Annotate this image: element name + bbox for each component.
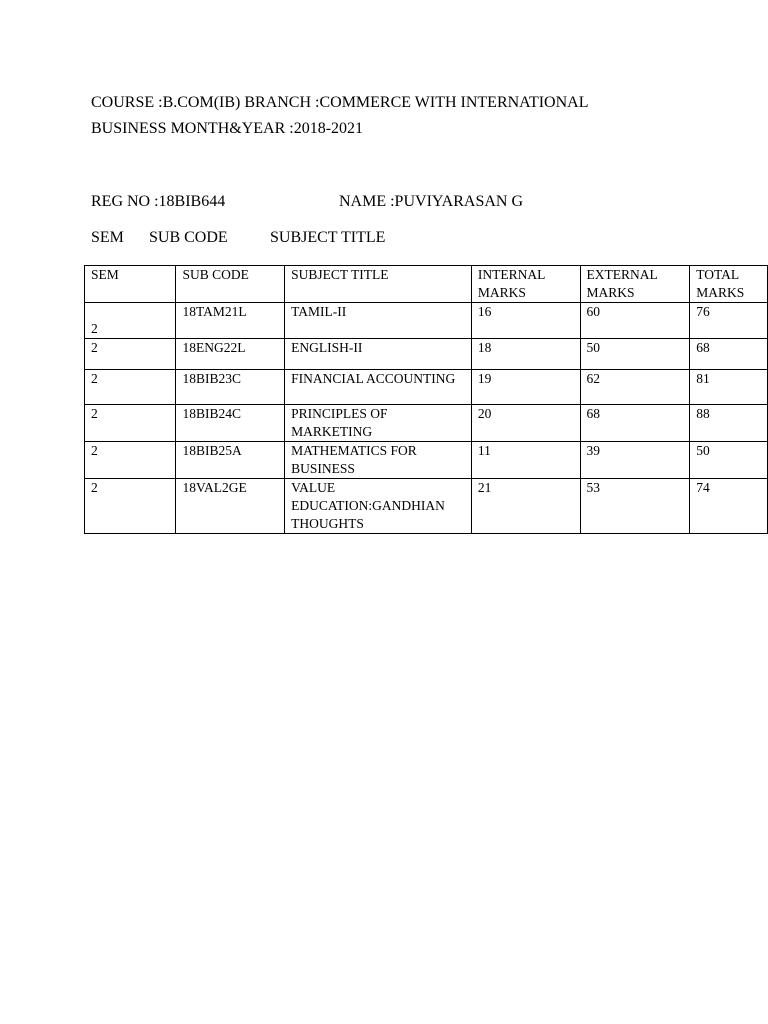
cell-sem: 2 bbox=[85, 405, 176, 442]
cell-total-marks: 76 bbox=[690, 303, 768, 339]
course-branch-line: COURSE :B.COM(IB) BRANCH :COMMERCE WITH INTERNATIONAL bbox=[91, 94, 589, 111]
subheading-subject-title: SUBJECT TITLE bbox=[270, 229, 386, 246]
table-row bbox=[85, 303, 768, 339]
cell-internal-marks: 11 bbox=[471, 442, 580, 479]
subheading-sub-code: SUB CODE bbox=[149, 229, 228, 246]
cell-external-marks: 60 bbox=[580, 303, 690, 339]
cell-total-marks: 88 bbox=[690, 405, 768, 442]
table-row bbox=[85, 479, 768, 534]
cell-external-marks: 50 bbox=[580, 339, 690, 370]
column-header-sub-code: SUB CODE bbox=[176, 266, 285, 303]
table-row bbox=[85, 442, 768, 479]
reg-no: REG NO :18BIB644 bbox=[91, 193, 226, 210]
cell-sem-value: 2 bbox=[91, 321, 98, 336]
column-header-internal-marks: INTERNAL MARKS bbox=[471, 266, 580, 303]
cell-internal-marks: 20 bbox=[471, 405, 580, 442]
cell-subject-title: VALUE EDUCATION:GANDHIAN THOUGHTS bbox=[285, 479, 472, 534]
cell-sem: 2 bbox=[85, 370, 176, 405]
cell-external-marks: 39 bbox=[580, 442, 690, 479]
cell-total-marks: 74 bbox=[690, 479, 768, 534]
cell-total-marks: 68 bbox=[690, 339, 768, 370]
cell-internal-marks: 21 bbox=[471, 479, 580, 534]
cell-sub-code: 18BIB25A bbox=[176, 442, 285, 479]
student-name: NAME :PUVIYARASAN G bbox=[339, 193, 524, 210]
cell-external-marks: 53 bbox=[580, 479, 690, 534]
column-header-external-marks: EXTERNAL MARKS bbox=[580, 266, 690, 303]
cell-internal-marks: 18 bbox=[471, 339, 580, 370]
month-year-line: BUSINESS MONTH&YEAR :2018-2021 bbox=[91, 120, 364, 137]
column-header-subject-title: SUBJECT TITLE bbox=[285, 266, 472, 303]
cell-sem: 2 bbox=[85, 442, 176, 479]
cell-subject-title: ENGLISH-II bbox=[285, 339, 472, 370]
cell-internal-marks: 19 bbox=[471, 370, 580, 405]
column-header-sem: SEM bbox=[85, 266, 176, 303]
cell-sub-code: 18ENG22L bbox=[176, 339, 285, 370]
cell-sem bbox=[85, 303, 176, 339]
cell-total-marks: 50 bbox=[690, 442, 768, 479]
subheading-sem: SEM bbox=[91, 229, 124, 246]
cell-sub-code: 18VAL2GE bbox=[176, 479, 285, 534]
cell-subject-title: PRINCIPLES OF MARKETING bbox=[285, 405, 472, 442]
table-row bbox=[85, 405, 768, 442]
cell-subject-title: FINANCIAL ACCOUNTING bbox=[285, 370, 472, 405]
cell-sem: 2 bbox=[85, 479, 176, 534]
cell-sub-code: 18BIB24C bbox=[176, 405, 285, 442]
cell-subject-title: TAMIL-II bbox=[285, 303, 472, 339]
cell-external-marks: 68 bbox=[580, 405, 690, 442]
table-header-row bbox=[85, 266, 768, 303]
column-header-total-marks: TOTAL MARKS bbox=[690, 266, 768, 303]
cell-total-marks: 81 bbox=[690, 370, 768, 405]
cell-internal-marks: 16 bbox=[471, 303, 580, 339]
marks-table bbox=[84, 265, 768, 534]
cell-external-marks: 62 bbox=[580, 370, 690, 405]
cell-sub-code: 18TAM21L bbox=[176, 303, 285, 339]
table-row bbox=[85, 339, 768, 370]
cell-sem: 2 bbox=[85, 339, 176, 370]
table-row bbox=[85, 370, 768, 405]
cell-sub-code: 18BIB23C bbox=[176, 370, 285, 405]
cell-subject-title: MATHEMATICS FOR BUSINESS bbox=[285, 442, 472, 479]
